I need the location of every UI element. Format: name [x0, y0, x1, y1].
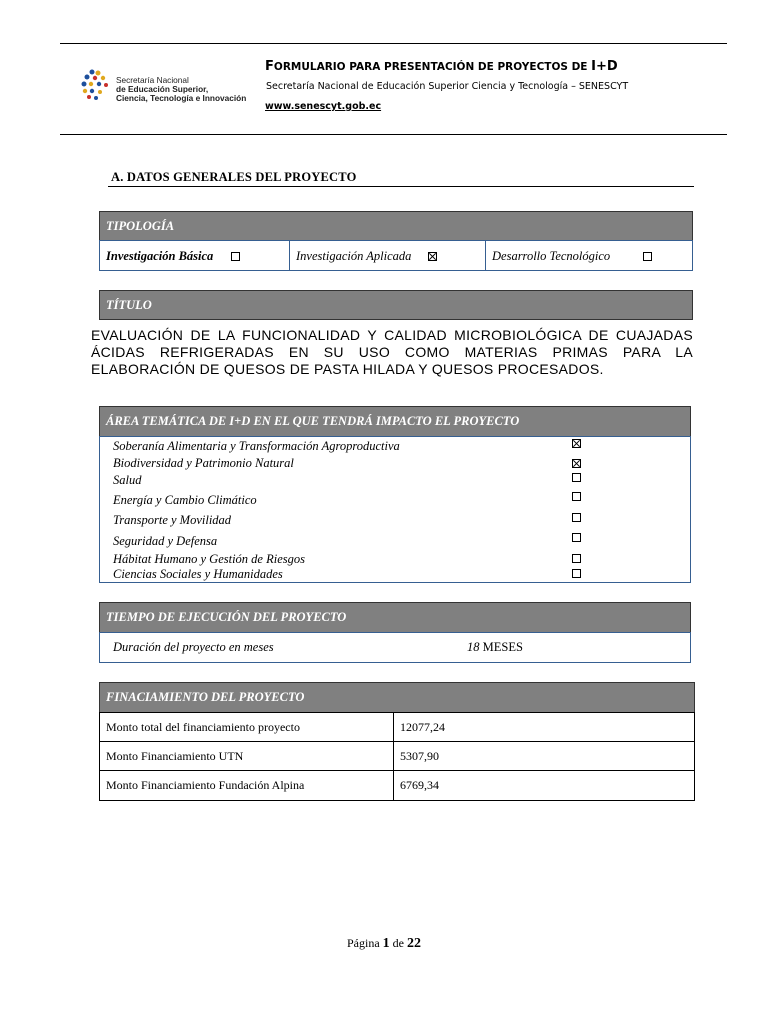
tipologia-divider-2	[485, 241, 486, 270]
option-investigacion-basica: Investigación Básica	[106, 249, 214, 263]
project-title-text: EVALUACIÓN DE LA FUNCIONALIDAD Y CALIDAD MICROBIOLÓGICA DE CUAJADAS ÁCIDAS REFRIGERADAS EN SU USO COMO MATERIAS PRIMAS PARA LA ELABORACIÓN DE QUESOS DE PASTA HILADA Y QUESOS PROCESADOS.	[91, 327, 693, 377]
form-subtitle: Secretaría Nacional de Educación Superior Ciencia y Tecnología – SENESCYT	[266, 81, 629, 92]
logo-line-3: Ciencia, Tecnología e Innovación	[116, 93, 247, 103]
area-item-checkbox[interactable]	[572, 569, 581, 578]
area-item-label: Hábitat Humano y Gestión de Riesgos	[113, 552, 305, 566]
area-item-checkbox[interactable]	[572, 492, 581, 501]
logo-text	[116, 76, 246, 103]
fin-label-cell: Monto Financiamiento UTN	[99, 741, 394, 771]
checkbox-investigacion-basica[interactable]	[231, 252, 240, 261]
header-top-rule	[60, 43, 727, 44]
logo-line-2: de Educación Superior,	[116, 84, 209, 94]
area-item-checkbox[interactable]	[572, 533, 581, 542]
tipologia-header: TIPOLOGÍA	[99, 211, 693, 241]
duration-value	[467, 640, 523, 655]
duration-label: Duración del proyecto en meses	[113, 640, 274, 654]
form-title-initial: F	[265, 59, 274, 74]
tipologia-options	[99, 240, 693, 271]
area-header: ÁREA TEMÁTICA DE I+D EN EL QUE TENDRÁ IMPACTO EL PROYECTO	[99, 406, 691, 437]
form-title-id: I+D	[591, 59, 618, 74]
form-title	[265, 59, 618, 74]
area-item-checkbox[interactable]	[572, 473, 581, 482]
area-item-checkbox[interactable]	[572, 554, 581, 563]
form-title-rest: ORMULARIO PARA PRESENTACIÓN DE PROYECTOS DE	[273, 61, 592, 73]
senescyt-link[interactable]: www.senescyt.gob.ec	[265, 101, 382, 112]
area-item-label: Biodiversidad y Patrimonio Natural	[113, 456, 294, 470]
area-item-checkbox[interactable]	[572, 439, 581, 448]
checkbox-desarrollo-tecnologico[interactable]	[643, 252, 652, 261]
area-item-label: Energía y Cambio Climático	[113, 493, 257, 507]
fin-label-cell: Monto total del financiamiento proyecto	[99, 712, 394, 742]
tiempo-row	[99, 632, 691, 663]
section-heading-rule	[108, 186, 694, 187]
option-desarrollo-tecnologico: Desarrollo Tecnológico	[492, 249, 611, 263]
page-number	[0, 936, 768, 952]
checkbox-investigacion-aplicada[interactable]	[428, 252, 437, 261]
tiempo-header: TIEMPO DE EJECUCIÓN DEL PROYECTO	[99, 602, 691, 633]
fin-value-cell: 5307,90	[393, 741, 695, 771]
page-prefix: Página	[347, 936, 380, 950]
area-item-label: Soberanía Alimentaria y Transformación Agroproductiva	[113, 439, 400, 453]
area-item-label: Seguridad y Defensa	[113, 534, 218, 548]
logo-line-1: Secretaría Nacional	[116, 75, 189, 85]
area-item-label: Ciencias Sociales y Humanidades	[113, 567, 283, 581]
area-list	[99, 436, 691, 583]
page-sep: de	[392, 936, 404, 950]
page-total: 22	[407, 936, 421, 951]
tipologia-divider-1	[289, 241, 290, 270]
logo-dots-icon	[78, 66, 114, 106]
financiamiento-header: FINACIAMIENTO DEL PROYECTO	[99, 682, 695, 713]
area-item-label: Transporte y Movilidad	[113, 513, 232, 527]
header-bottom-rule	[60, 134, 727, 135]
area-item-label: Salud	[113, 473, 142, 487]
page-current: 1	[382, 936, 390, 951]
fin-label-cell: Monto Financiamiento Fundación Alpina	[99, 770, 394, 801]
section-heading: A. DATOS GENERALES DEL PROYECTO	[111, 170, 357, 184]
titulo-header: TÍTULO	[99, 290, 693, 320]
area-item-checkbox[interactable]	[572, 513, 581, 522]
duration-unit: MESES	[482, 640, 523, 654]
fin-value-cell: 6769,34	[393, 770, 695, 801]
senescyt-logo	[78, 66, 248, 106]
duration-number: 18	[467, 640, 480, 654]
option-investigacion-aplicada: Investigación Aplicada	[296, 249, 412, 263]
fin-value-cell: 12077,24	[393, 712, 695, 742]
area-item-checkbox[interactable]	[572, 459, 581, 468]
